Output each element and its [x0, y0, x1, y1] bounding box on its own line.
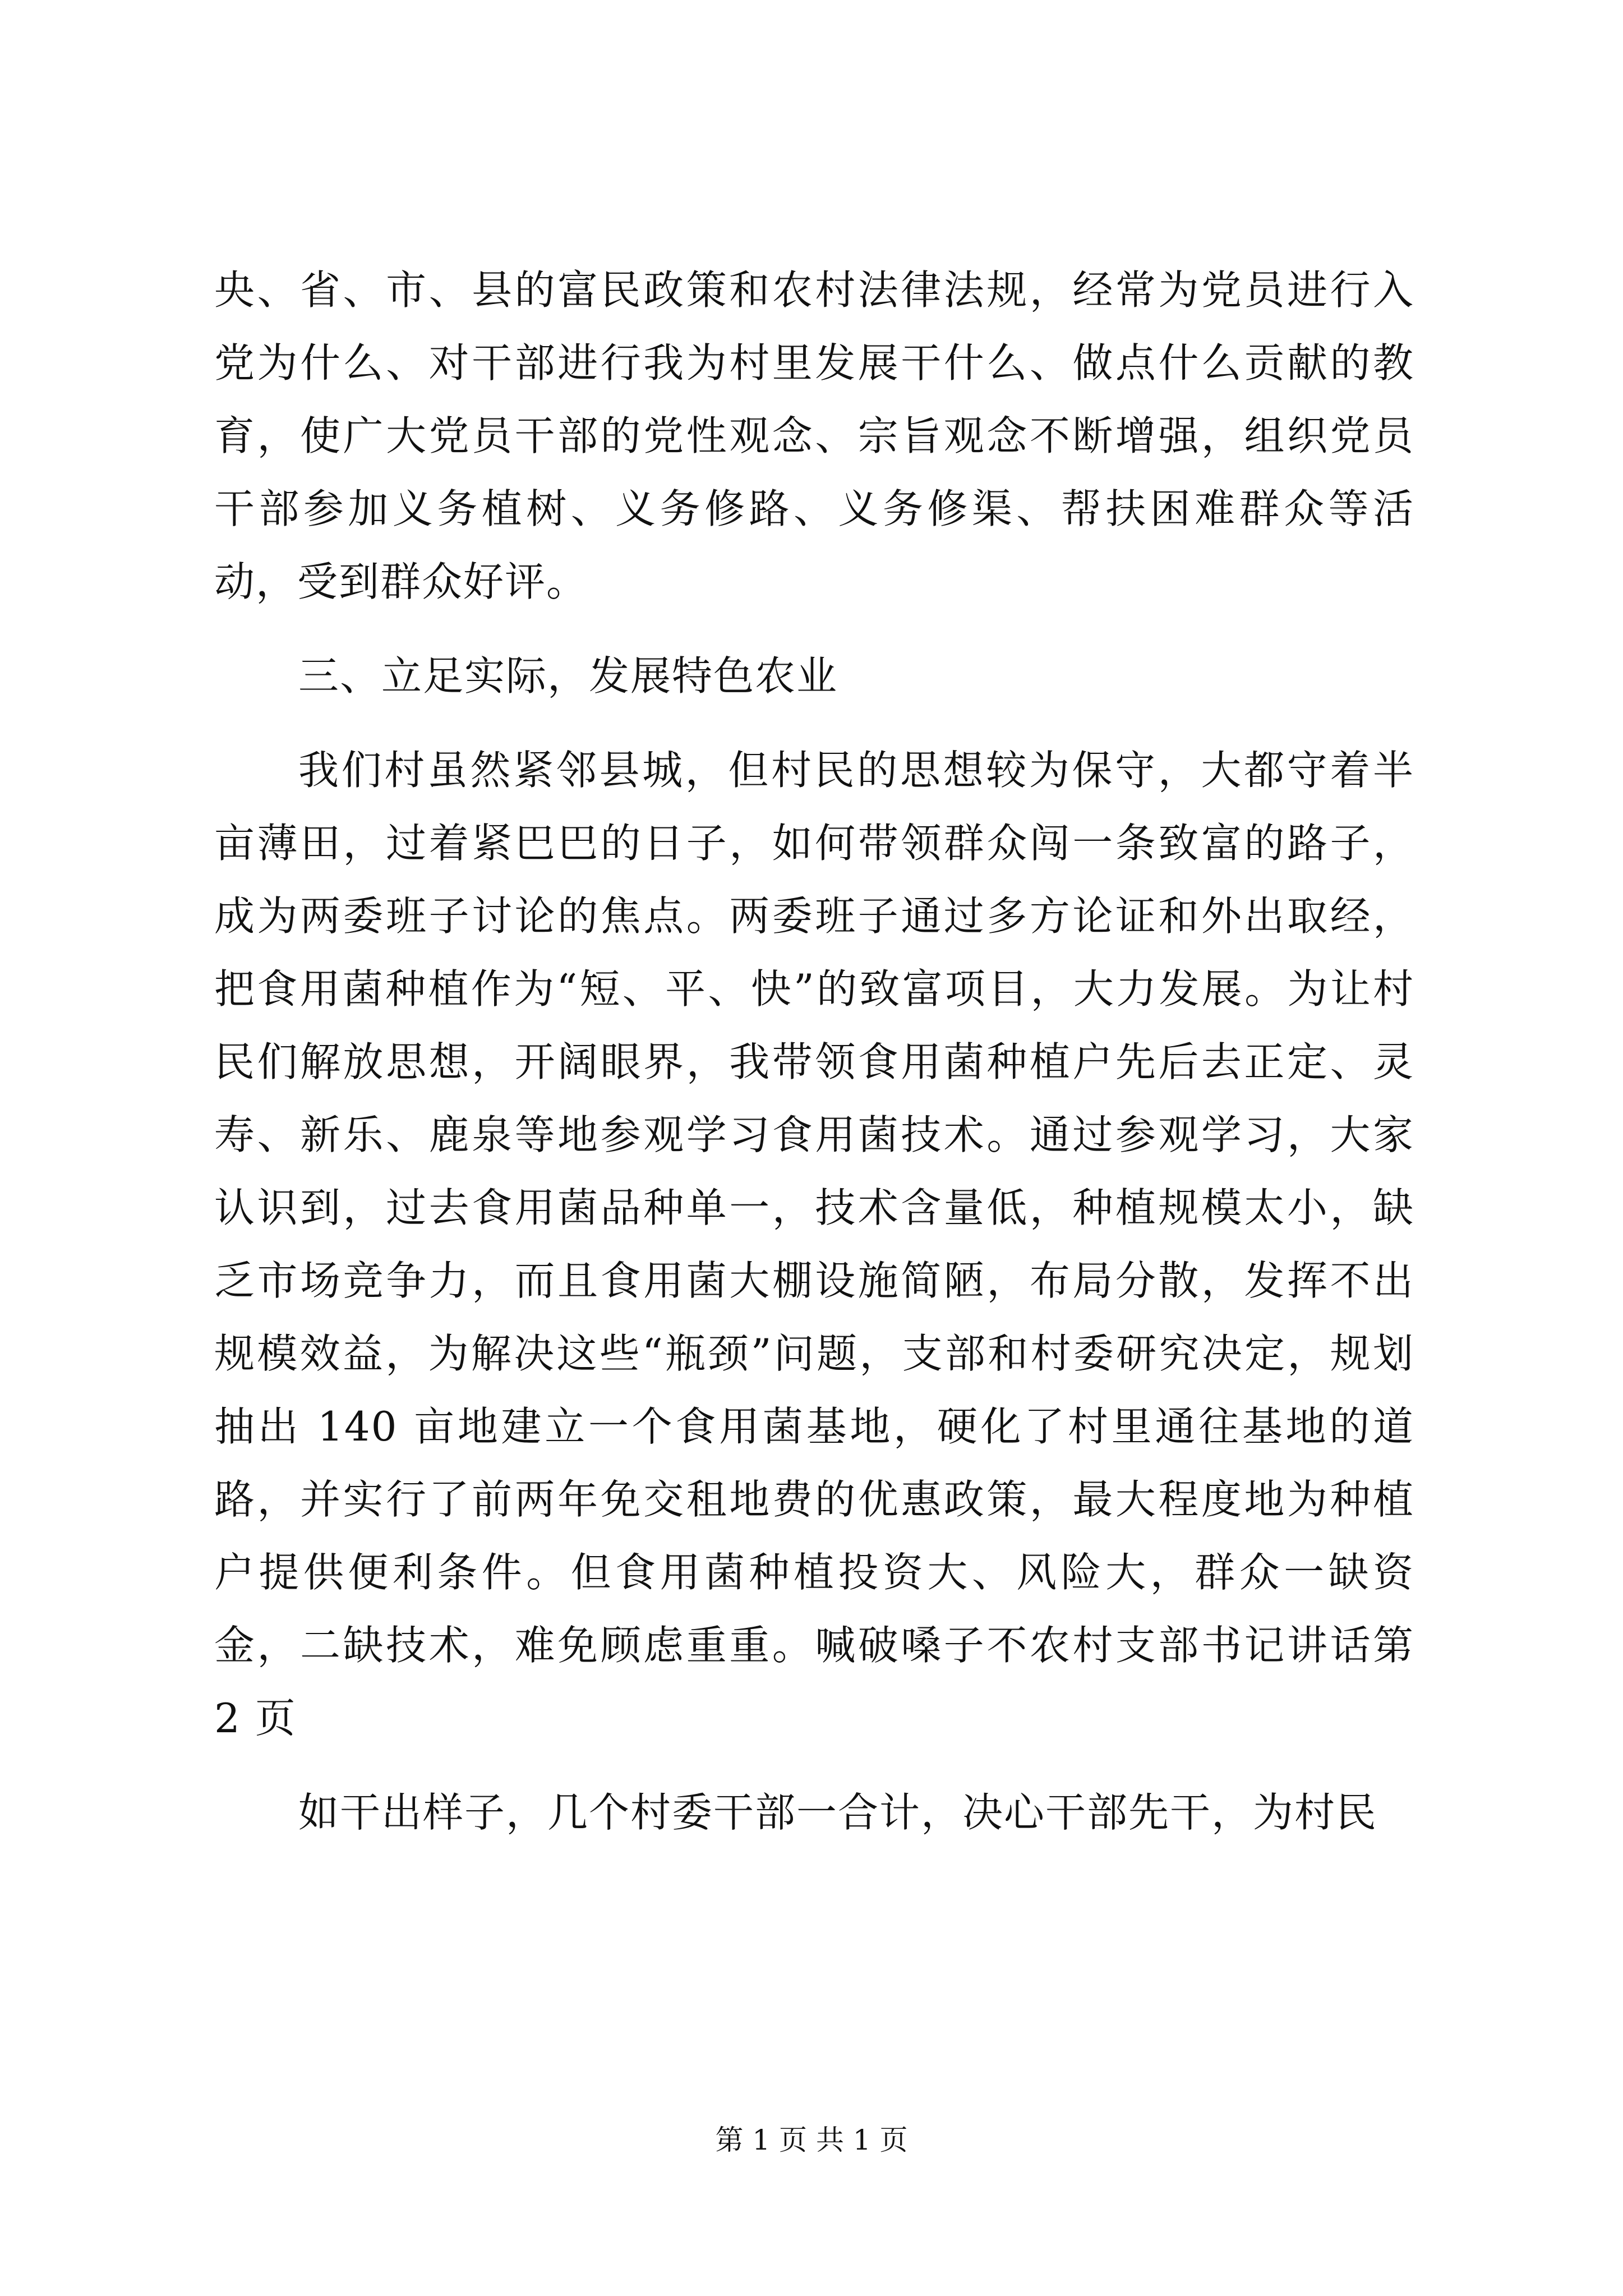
section-heading: 三、立足实际，发展特色农业 — [298, 652, 838, 700]
paragraph-body: 如干出样子，几个村委干部一合计，决心干部先干，为村民 — [298, 1789, 1378, 1836]
paragraph-spacer — [214, 712, 1414, 734]
paragraph-spacer — [214, 1755, 1414, 1776]
page-footer: 第 1 页 共 1 页 — [715, 2124, 908, 2156]
paragraph-body: 我们村虽然紧邻县城，但村民的思想较为保守，大都守着半亩薄田，过着紧巴巴的日子，如何带领群众闯一条致富的路子，成为两委班子讨论的焦点。两委班子通过多方论证和外出取经，把食用菌种植作为“短、平、快”的致富项目，大力发展。为让村民们解放思想，开阔眼界，我带领食用菌种植户先后去正定、灵寿、新乐、鹿泉等地参观学习食用菌技术。通过参观学习，大家认识到，过去食用菌品种单一，技术含量低，种植规模太小，缺乏市场竞争力，而且食用菌大棚设施简陋，布局分散，发挥不出规模效益，为解决这些“瓶颈”问题，支部和村委研究决定，规划抽出 140 亩地建立一个食用菌基地，硬化了村里通往基地的道路，并实行了前两年免交租地费的优惠政策，最大程度地为种植户提供便利条件。但食用菌种植投资大、风险大，群众一缺资金，二缺技术，难免顾虑重重。喊破嗓子不农村支部书记讲话第 2 页 — [214, 747, 1414, 1742]
paragraph-continuation: 央、省、市、县的富民政策和农村法律法规，经常为党员进行入党为什么、对干部进行我为村里发展干什么、做点什么贡献的教育，使广大党员干部的党性观念、宗旨观念不断增强，组织党员干部参加义务植树、义务修路、义务修渠、帮扶困难群众等活动，受到群众好评。 — [214, 266, 1414, 605]
paragraph-spacer — [214, 618, 1414, 639]
document-body — [214, 254, 1414, 1849]
